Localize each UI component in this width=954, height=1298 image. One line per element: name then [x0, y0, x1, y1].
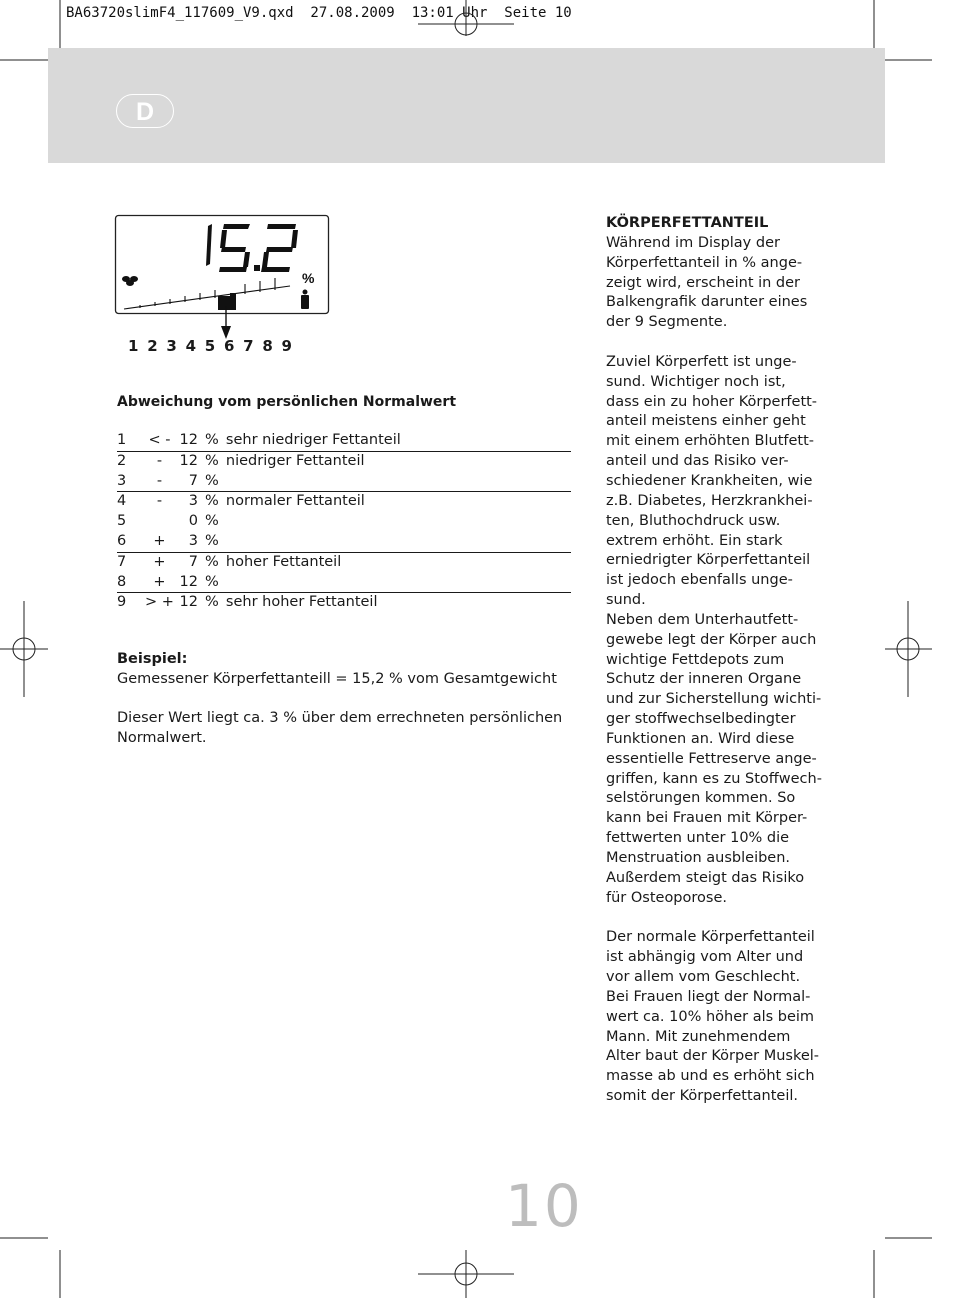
text-line: der 9 Segmente. [606, 314, 728, 331]
text-line: somit der Körperfettanteil. [606, 1088, 799, 1105]
text-line: Balkengrafik darunter eines [606, 294, 808, 311]
right-column [606, 214, 836, 1107]
text-line: Schutz der inneren Organe [606, 671, 802, 688]
text-line: fettwerten unter 10% die [606, 830, 790, 847]
table-row: 6 + 3 % [117, 532, 571, 552]
text-line: zeigt wird, erscheint in der [606, 274, 801, 291]
text-line: für Osteoporose. [606, 889, 727, 906]
text-line: vor allem vom Geschlecht. [606, 969, 801, 986]
text-line: dass ein zu hoher Körperfett- [606, 393, 818, 410]
deviation-title: Abweichung vom persönlichen Normalwert [117, 394, 457, 410]
text-line: extrem erhöht. Ein stark [606, 532, 783, 549]
table-row: 3 - 7 % [117, 472, 571, 492]
segment-number: 1 [128, 337, 139, 355]
text-line: gewebe legt der Körper auch [606, 631, 817, 648]
text-line: anteil und das Risiko ver- [606, 453, 789, 470]
text-line: wichtige Fettdepots zum [606, 651, 785, 668]
paragraph [606, 234, 836, 333]
text-line: sund. [606, 592, 646, 609]
table-row: 8 + 12 % [117, 573, 571, 593]
segment-number: 6 [223, 337, 235, 355]
example-line: Gemessener Körperfettanteill = 15,2 % vom Gesamtgewicht [117, 670, 557, 687]
text-line: Funktionen an. Wird diese [606, 730, 795, 747]
text-line: und zur Sicherstellung wichti- [606, 691, 822, 708]
segment-number: 7 [243, 337, 254, 355]
paragraph [606, 928, 836, 1107]
text-line: ten, Bluthochdruck usw. [606, 512, 781, 529]
segment-number: 2 [147, 337, 158, 355]
text-line: mit einem erhöhten Blutfett- [606, 433, 815, 450]
segment-number: 4 [185, 337, 196, 355]
percent-symbol: % [302, 270, 315, 286]
text-line: Außerdem steigt das Risiko [606, 869, 805, 886]
segment-numbers [128, 337, 301, 355]
table-row: 2 - 12 % niedriger Fettanteil [117, 452, 365, 469]
example-label: Beispiel: [117, 651, 188, 667]
segment-number: 5 [204, 337, 216, 355]
paragraph [606, 611, 836, 909]
page-number: 10 [505, 1172, 583, 1240]
table-row: 5 0 % [117, 513, 219, 530]
text-line: Neben dem Unterhautfett- [606, 611, 799, 628]
text-line: Zuviel Körperfett ist unge- [606, 353, 797, 370]
segment-number: 8 [262, 337, 273, 355]
text-line: Der normale Körperfettanteil [606, 929, 815, 946]
text-line: schiedener Krankheiten, wie [606, 472, 813, 489]
table-row: 1 < - 12 % sehr niedriger Fettanteil [117, 431, 571, 451]
language-badge: D [116, 94, 174, 128]
section-heading: KÖRPERFETTANTEIL [606, 215, 769, 231]
text-line: masse ab und es erhöht sich [606, 1068, 815, 1085]
segment-number: 3 [166, 337, 177, 355]
text-line: griffen, kann es zu Stoffwech- [606, 770, 822, 787]
example-line: Normalwert. [117, 730, 207, 747]
text-line: anteil meistens einher geht [606, 413, 806, 430]
example-line: Dieser Wert liegt ca. 3 % über dem errechneten persönlichen [117, 710, 563, 727]
print-slug: BA63720slimF4_117609_V9.qxd 27.08.2009 13:01 Uhr Seite 10 [66, 5, 572, 21]
text-line: ist jedoch ebenfalls unge- [606, 572, 793, 589]
text-line: Mann. Mit zunehmendem [606, 1028, 791, 1045]
text-line: Während im Display der [606, 234, 780, 251]
segment-number: 9 [281, 337, 292, 355]
text-line: selstörungen kommen. So [606, 790, 796, 807]
text-line: erniedrigter Körperfettanteil [606, 552, 811, 569]
text-line: sund. Wichtiger noch ist, [606, 373, 786, 390]
text-line: Körperfettanteil in % ange- [606, 254, 803, 271]
table-row: 9 > + 12 % sehr hoher Fettanteil [117, 594, 378, 611]
header-band [48, 48, 885, 163]
table-row: 7 + 7 % hoher Fettanteil [117, 553, 342, 570]
deviation-table [117, 431, 571, 613]
text-line: wert ca. 10% höher als beim [606, 1008, 815, 1025]
text-line: Menstruation ausbleiben. [606, 850, 791, 866]
text-line: ger stoffwechselbedingter [606, 711, 796, 728]
text-line: kann bei Frauen mit Körper- [606, 810, 808, 827]
text-line: Alter baut der Körper Muskel- [606, 1048, 820, 1065]
example-block [117, 650, 571, 749]
text-line: essentielle Fettreserve ange- [606, 750, 817, 767]
text-line: Bei Frauen liegt der Normal- [606, 988, 811, 1005]
paragraph [606, 353, 836, 611]
text-line: z.B. Diabetes, Herzkrankhei- [606, 492, 813, 509]
text-line: ist abhängig vom Alter und [606, 949, 804, 966]
table-row: 4 - 3 % normaler Fettanteil [117, 493, 365, 510]
lcd-display [112, 212, 334, 340]
